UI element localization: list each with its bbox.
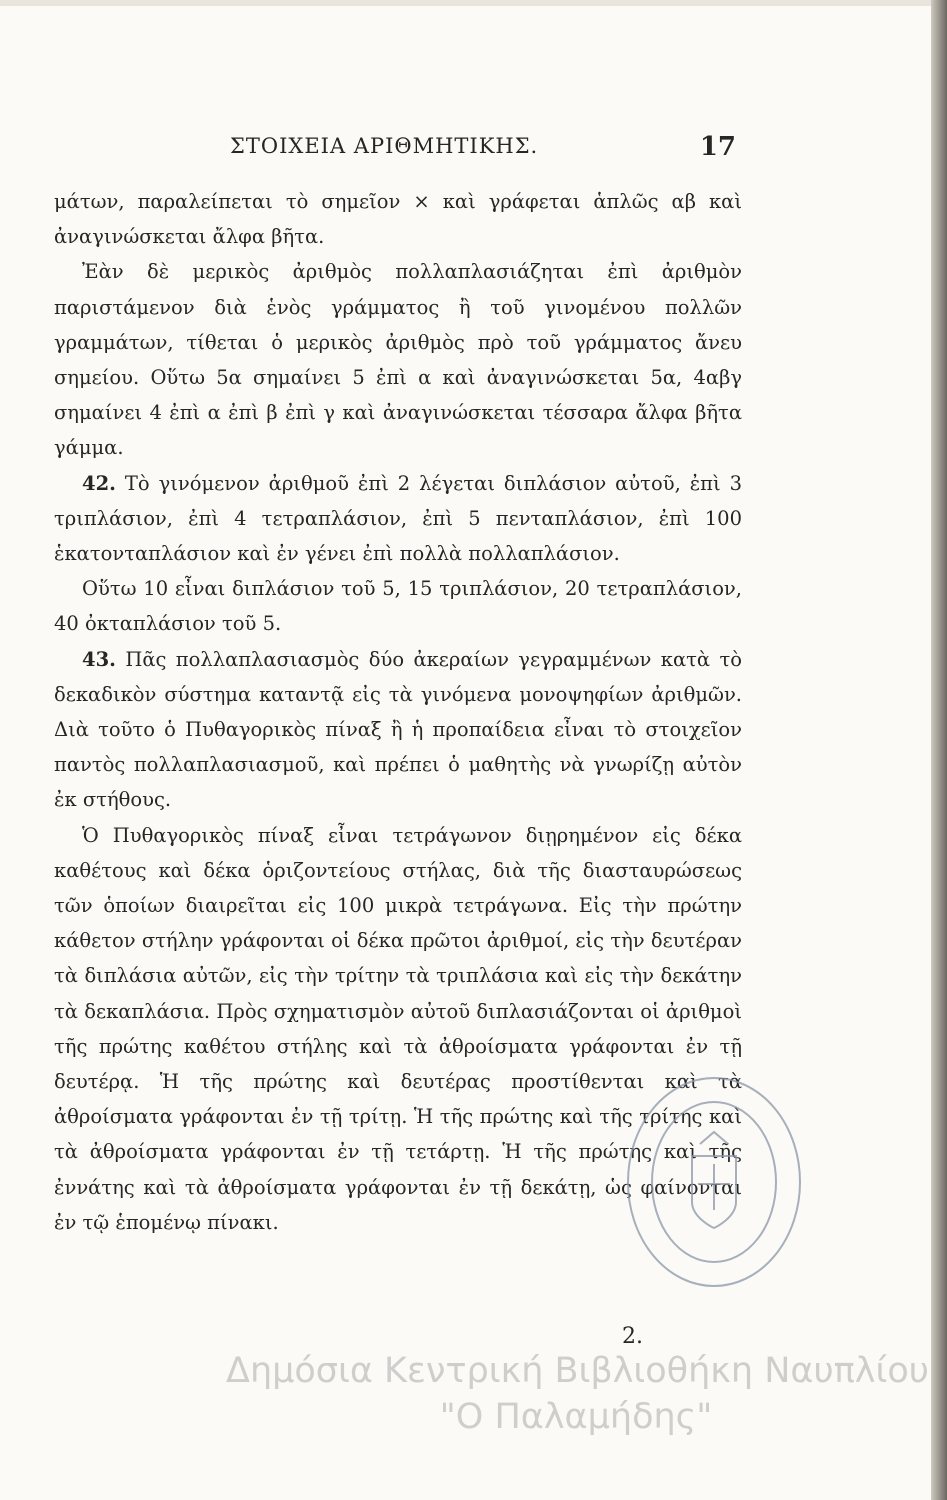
- paragraph-text: Τὸ γινόμενον ἀριθμοῦ ἐπὶ 2 λέγεται διπλάσιον αὐτοῦ, ἐπὶ 3 τριπλάσιον, ἐπὶ 4 τετραπλάσιον, ἐπὶ 5 πενταπλάσιον, ἐπὶ 100 ἑκατονταπλάσιον καὶ ἐν γένει ἐπὶ πολλὰ πολλαπλάσιον.: [54, 471, 743, 566]
- paragraph-text: Οὕτω 10 εἶναι διπλάσιον τοῦ 5, 15 τριπλάσιον, 20 τετραπλάσιον, 40 ὀκταπλάσιον τοῦ 5.: [54, 577, 742, 636]
- section-number: 42.: [82, 471, 116, 495]
- library-watermark: [226, 1348, 930, 1440]
- signature-mark: 2.: [622, 1324, 643, 1349]
- watermark-line-1: Δημόσια Κεντρική Βιβλιοθήκη Ναυπλίου: [226, 1351, 930, 1391]
- section-number: 43.: [82, 647, 116, 671]
- library-stamp-icon: [614, 1060, 814, 1300]
- watermark-line-2: "Ο Παλαμήδης": [439, 1397, 713, 1437]
- paragraph-text: Ἐὰν δὲ μερικὸς ἀριθμὸς πολλαπλασιάζηται ἐπὶ ἀριθμὸν παριστάμενον διὰ ἑνὸς γράμματος ἢ τοῦ γινομένου πολλῶν γραμμάτων, τίθεται ὁ μερικὸς ἀριθμὸς πρὸ τοῦ γράμματος ἄνευ σημείου. Οὕτω 5α σημαίνει 5 ἐπὶ α καὶ ἀναγινώσκεται 5α, 4αβγ σημαίνει 4 ἐπὶ α ἐπὶ β ἐπὶ γ καὶ ἀναγινώσκεται τέσσαρα ἄλφα βῆτα γάμμα.: [54, 260, 742, 460]
- paragraph-text: μάτων, παραλείπεται τὸ σημεῖον × καὶ γράφεται ἁπλῶς αβ καὶ ἀναγινώσκεται ἄλφα βῆτα.: [54, 190, 742, 249]
- paragraph-text: Πᾶς πολλαπλασιασμὸς δύο ἀκεραίων γεγραμμένων κατὰ τὸ δεκαδικὸν σύστημα καταντᾷ εἰς τὰ γινόμενα μονοψηφίων ἀριθμῶν. Διὰ τοῦτο ὁ Πυθαγορικὸς πίναξ ἢ ἡ προπαίδεια εἶναι τὸ στοιχεῖον παντὸς πολλαπλασιασμοῦ, καὶ πρέπει ὁ μαθητὴς νὰ γνωρίζῃ αὐτὸν ἐκ στήθους.: [54, 647, 743, 812]
- paragraph-text: Ὁ Πυθαγορικὸς πίναξ εἶναι τετράγωνον διῃρημένον εἰς δέκα καθέτους καὶ δέκα ὁριζοντείους στήλας, διὰ τῆς διασταυρώσεως τῶν ὁποίων διαιρεῖται εἰς 100 μικρὰ τετράγωνα. Εἰς τὴν πρώτην κάθετον στήλην γράφονται οἱ δέκα πρῶτοι ἀριθμοί, εἰς τὴν δευτέραν τὰ διπλάσια αὐτῶν, εἰς τὴν τρίτην τὰ τριπλάσια καὶ εἰς τὴν δεκάτην τὰ δεκαπλάσια. Πρὸς σχηματισμὸν αὐτοῦ διπλασιάζονται οἱ ἀριθμοὶ τῆς πρώτης καθέτου στήλης καὶ τὰ ἀθροίσματα γράφονται ἐν τῇ δευτέρᾳ. Ἡ τῆς πρώτης καὶ δευτέρας προστίθενται καὶ τὰ ἀθροίσματα γράφονται ἐν τῇ τρίτῃ. Ἡ τῆς πρώτης καὶ τῆς τρίτης καὶ τὰ ἀθροίσματα γράφονται ἐν τῇ τετάρτῃ. Ἡ τῆς πρώτης καὶ τῆς ἐννάτης καὶ τὰ ἀθροίσματα γράφονται ἐν τῇ δεκάτῃ, ὡς φαίνονται ἐν τῷ ἑπομένῳ πίνακι.: [54, 823, 742, 1234]
- paragraph-section-43: [54, 642, 742, 818]
- paragraph-4: [54, 571, 742, 641]
- page-number: 17: [699, 132, 736, 162]
- scan-right-edge: [931, 0, 947, 1500]
- scan-top-edge: [0, 0, 947, 6]
- paragraph-2: [54, 254, 742, 465]
- running-title: ΣΤΟΙΧΕΙΑ ΑΡΙΘΜΗΤΙΚΗΣ.: [230, 134, 539, 158]
- paragraph-section-42: [54, 466, 742, 572]
- page-header: [54, 134, 742, 168]
- paragraph-1: [54, 184, 742, 254]
